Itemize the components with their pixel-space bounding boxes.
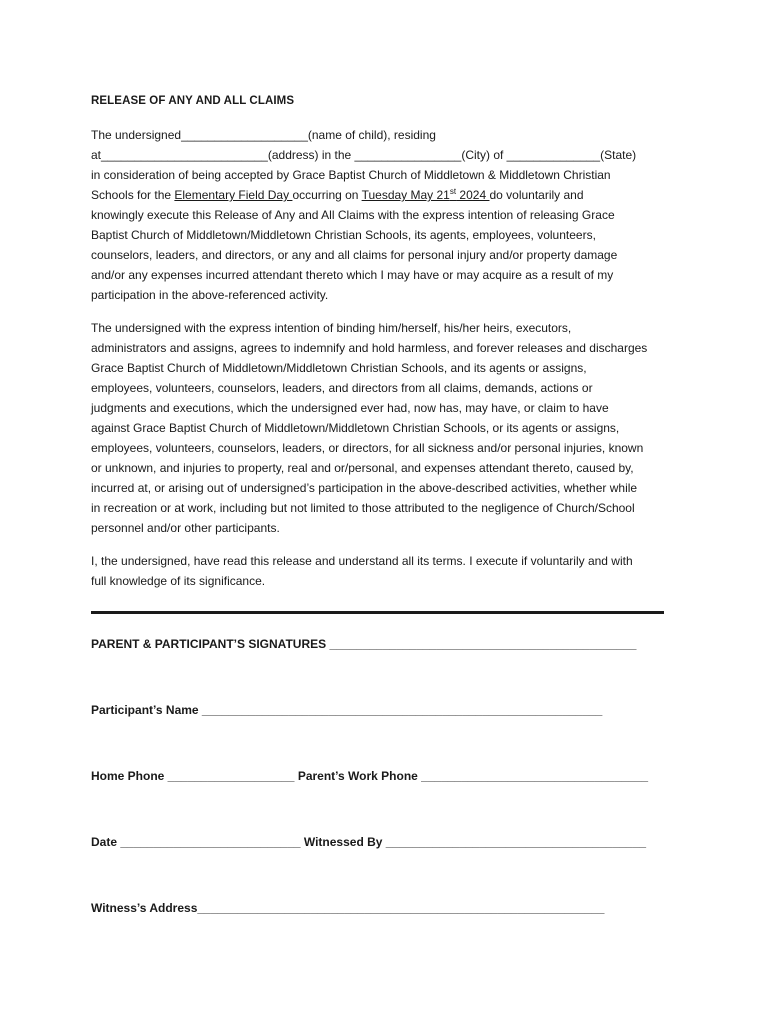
paragraph-line: employees, volunteers, counselors, leaders, and directors from all claims, demands, actions or (91, 381, 593, 395)
acknowledgement-paragraph (91, 551, 691, 591)
section-divider (91, 611, 664, 614)
form-title: RELEASE OF ANY AND ALL CLAIMS (91, 95, 295, 107)
paragraph-line: The undersigned___________________(name of child), residing (91, 128, 436, 142)
paragraph-line: administrators and assigns, agrees to indemnify and hold harmless, and forever releases and discharges (91, 341, 648, 355)
consideration-paragraph (91, 125, 691, 305)
signatures-field[interactable]: PARENT & PARTICIPANT’S SIGNATURES ______________________________________________ (91, 637, 637, 651)
event-line-mid: occurring on (292, 188, 362, 202)
paragraph-line: Grace Baptist Church of Middletown/Middletown Christian Schools, and its agents or assigns, (91, 361, 587, 375)
paragraph-line: participation in the above-referenced activity. (91, 288, 329, 302)
paragraph-line: at_________________________(address) in the ________________(City) of ______________(State) (91, 148, 637, 162)
event-date-post: 2024 (456, 188, 490, 202)
paragraph-line: incurred at, or arising out of undersigned’s participation in the above-described activities, whether while (91, 481, 638, 495)
event-date (362, 188, 490, 202)
paragraph-line: counselors, leaders, and directors, or any and all claims for personal injury and/or property damage (91, 248, 618, 262)
indemnity-paragraph (91, 318, 691, 538)
paragraph-line: in recreation or at work, including but not limited to those attributed to the negligence of Church/School (91, 501, 635, 515)
date-witness-fields[interactable]: Date ___________________________ Witnessed By _______________________________________ (91, 835, 647, 849)
event-date-ordinal: st (449, 187, 457, 196)
paragraph-line: knowingly execute this Release of Any and All Claims with the express intention of releasing Grace (91, 208, 615, 222)
witness-address-field[interactable]: Witness’s Address_____________________________________________________________ (91, 901, 605, 915)
event-line-prefix: Schools for the (91, 188, 175, 202)
paragraph-line: judgments and executions, which the undersigned ever had, now has, may have, or claim to have (91, 401, 609, 415)
phone-fields[interactable]: Home Phone ___________________ Parent’s Work Phone __________________________________ (91, 769, 649, 783)
paragraph-line: The undersigned with the express intention of binding him/herself, his/her heirs, executors, (91, 321, 572, 335)
paragraph-line: employees, volunteers, counselors, leaders, or directors, for all sickness and/or personal injuries, known (91, 441, 644, 455)
paragraph-line: I, the undersigned, have read this release and understand all its terms. I execute if voluntarily and with (91, 554, 633, 568)
paragraph-line: personnel and/or other participants. (91, 521, 280, 535)
paragraph-line: against Grace Baptist Church of Middletown/Middletown Christian Schools, or its agents or assigns, (91, 421, 620, 435)
participant-name-field[interactable]: Participant’s Name ____________________________________________________________ (91, 703, 603, 717)
paragraph-line: full knowledge of its significance. (91, 574, 266, 588)
paragraph-line: in consideration of being accepted by Grace Baptist Church of Middletown & Middletown Christian (91, 168, 611, 182)
event-date-pre: Tuesday May 21 (361, 188, 450, 202)
event-name: Elementary Field Day (174, 188, 293, 202)
paragraph-line: or unknown, and injuries to property, real and or/personal, and expenses attendant thereto, caused by, (91, 461, 634, 475)
event-line-suffix: do voluntarily and (489, 188, 584, 202)
event-line (91, 185, 691, 205)
paragraph-line: and/or any expenses incurred attendant thereto which I may have or may acquire as a result of my (91, 268, 614, 282)
paragraph-line: Baptist Church of Middletown/Middletown Christian Schools, its agents, employees, volunteers, (91, 228, 596, 242)
